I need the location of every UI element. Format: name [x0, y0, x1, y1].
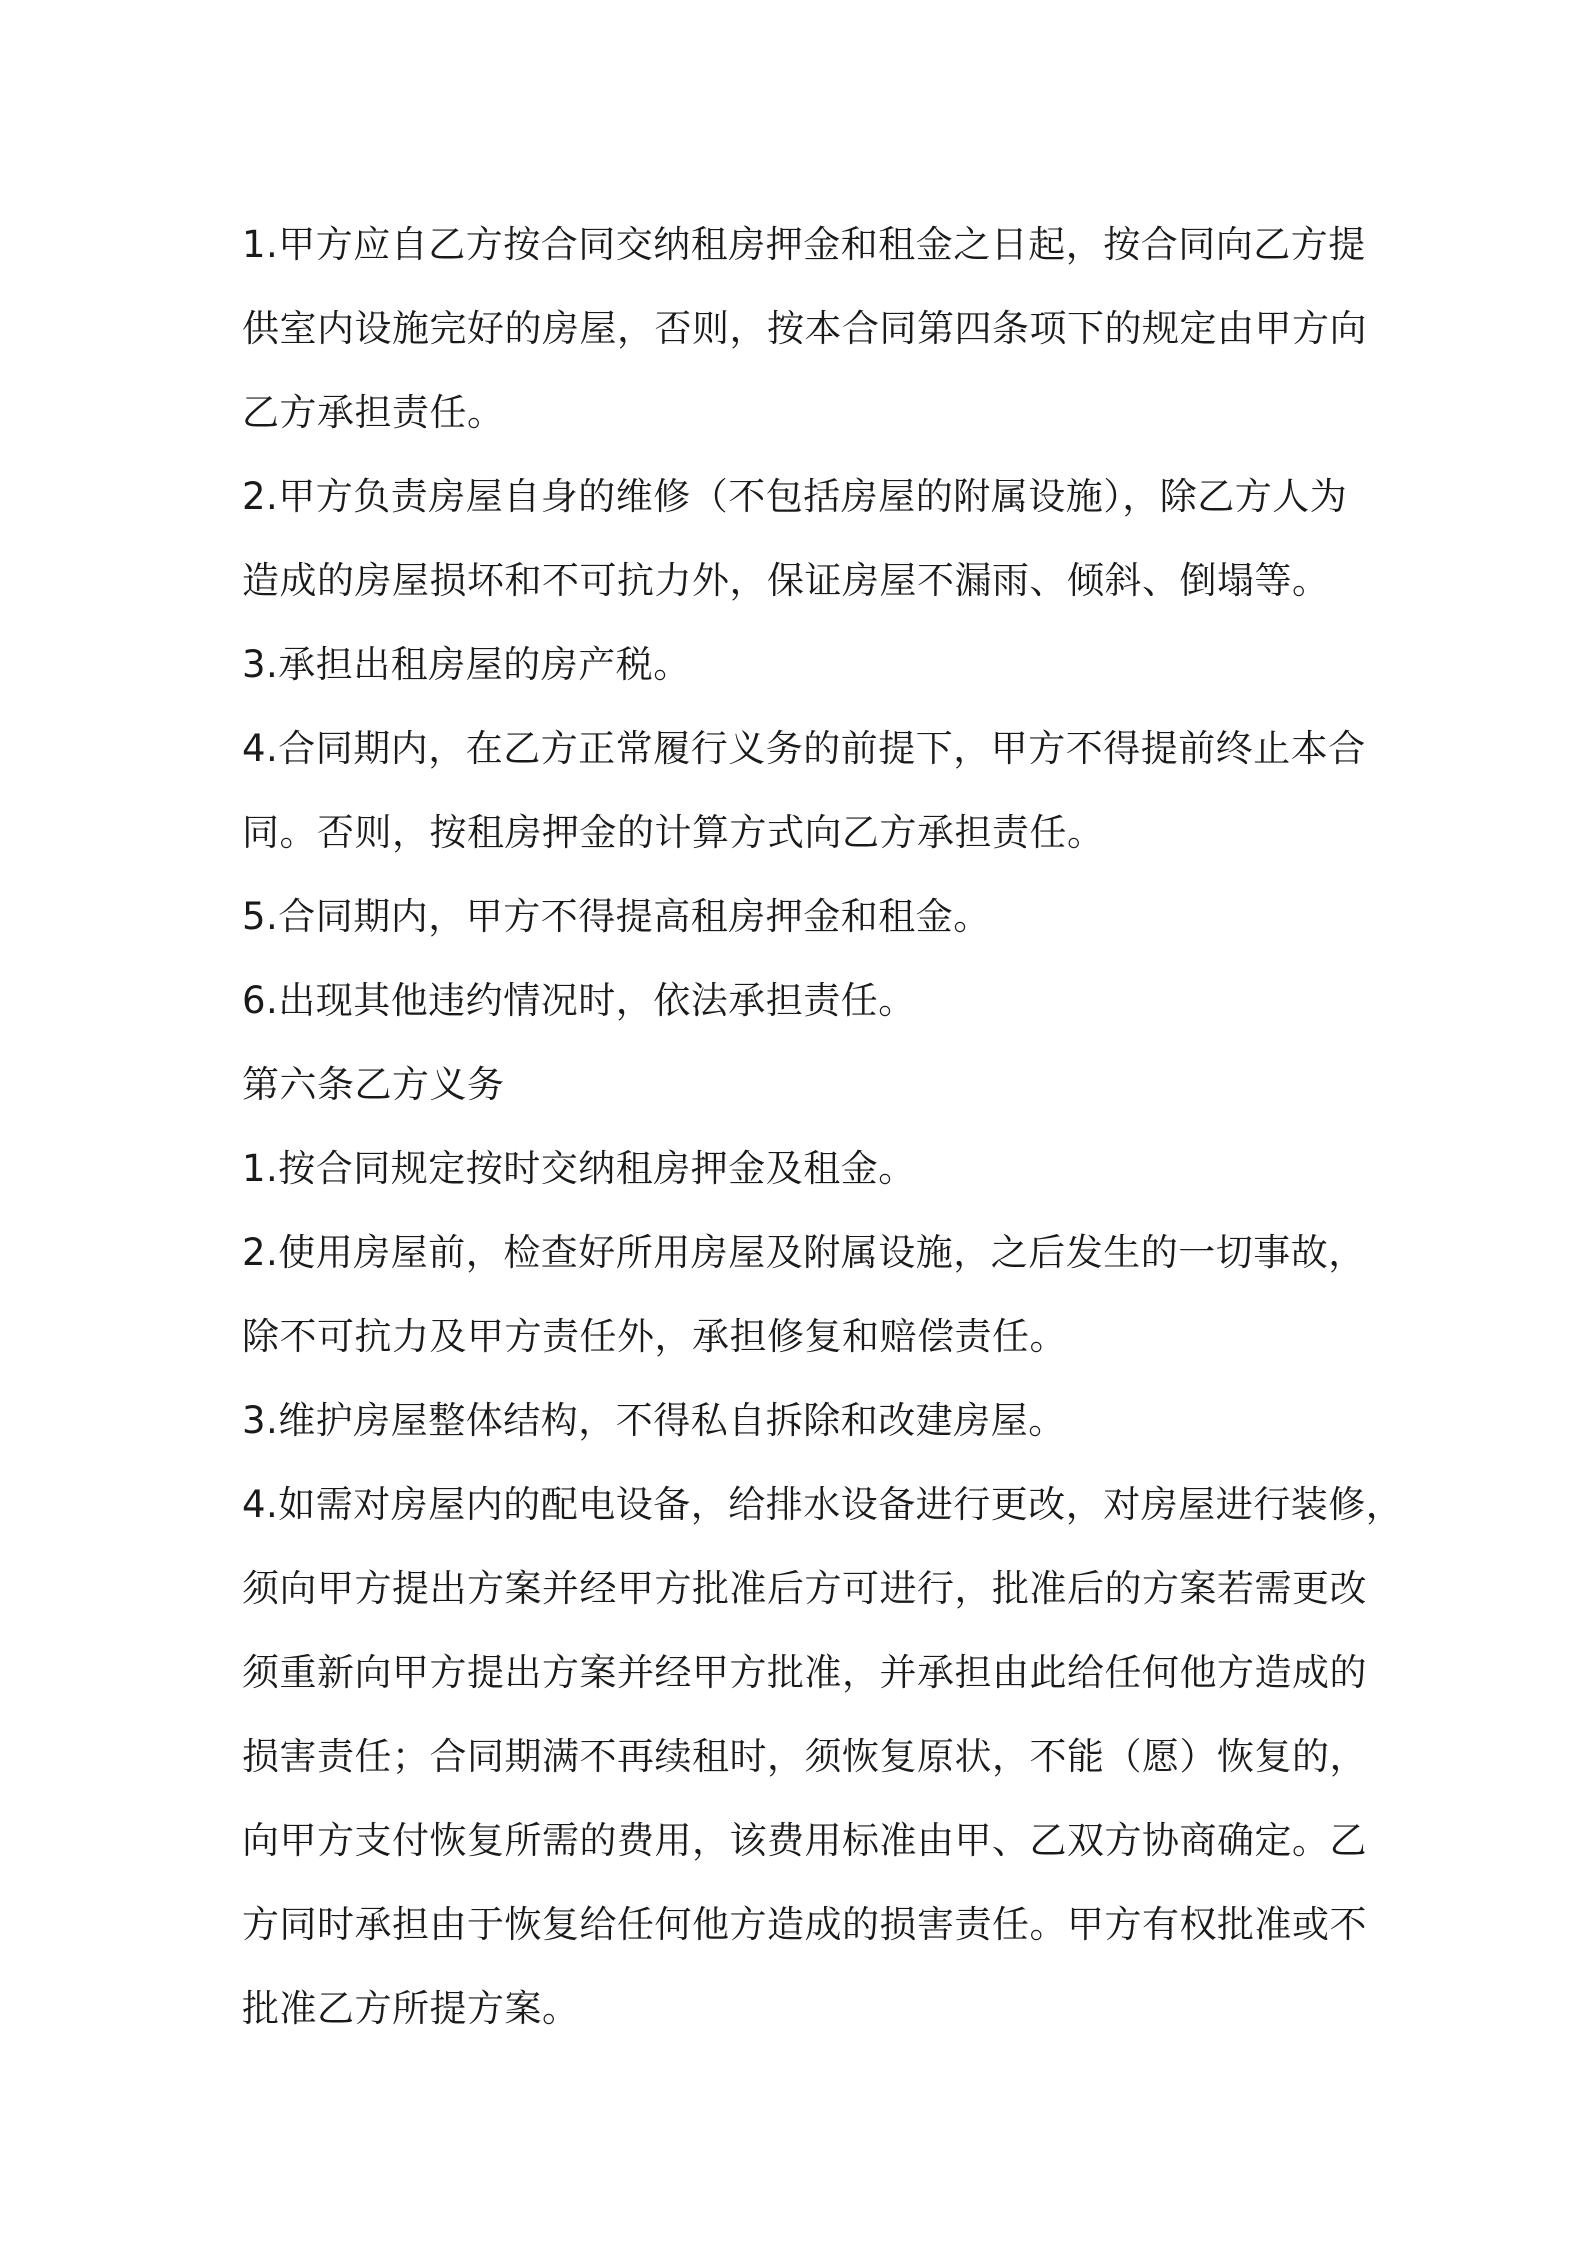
text-line: 1.按合同规定按时交纳租房押金及租金。: [242, 1147, 916, 1190]
text-line: 4.如需对房屋内的配电设备，给排水设备进行更改，对房屋进行装修，: [242, 1483, 1404, 1526]
section-title: 第六条乙方义务: [242, 1063, 505, 1106]
text-line: 同。否则，按租房押金的计算方式向乙方承担责任。: [242, 811, 1105, 854]
text-line: 损害责任；合同期满不再续租时，须恢复原状，不能（愿）恢复的，: [242, 1735, 1367, 1778]
paragraph-landlord-2: [242, 455, 1362, 623]
paragraph-tenant-3: [242, 1379, 1362, 1463]
text-line: 方同时承担由于恢复给任何他方造成的损害责任。甲方有权批准或不: [242, 1903, 1367, 1946]
paragraph-landlord-3: [242, 623, 1362, 707]
section-heading-article-6: [242, 1043, 1362, 1127]
text-line: 1.甲方应自乙方按合同交纳租房押金和租金之日起，按合同向乙方提: [242, 223, 1366, 266]
text-line: 2.使用房屋前，检查好所用房屋及附属设施，之后发生的一切事故，: [242, 1231, 1366, 1274]
text-line: 3.承担出租房屋的房产税。: [242, 643, 691, 686]
text-line: 3.维护房屋整体结构，不得私自拆除和改建房屋。: [242, 1399, 1066, 1442]
text-line: 2.甲方负责房屋自身的维修（不包括房屋的附属设施），除乙方人为: [242, 475, 1348, 518]
text-line: 乙方承担责任。: [242, 391, 505, 434]
text-line: 须向甲方提出方案并经甲方批准后方可进行，批准后的方案若需更改: [242, 1567, 1367, 1610]
text-line: 造成的房屋损坏和不可抗力外，保证房屋不漏雨、倾斜、倒塌等。: [242, 559, 1330, 602]
text-line: 批准乙方所提方案。: [242, 1987, 580, 2030]
paragraph-landlord-5: [242, 875, 1362, 959]
text-line: 除不可抗力及甲方责任外，承担修复和赔偿责任。: [242, 1315, 1067, 1358]
paragraph-tenant-4: [242, 1463, 1404, 2051]
text-line: 供室内设施完好的房屋，否则，按本合同第四条项下的规定由甲方向: [242, 307, 1367, 350]
paragraph-landlord-4: [242, 707, 1366, 875]
document-body: [242, 203, 1404, 2051]
paragraph-landlord-1: [242, 203, 1367, 455]
paragraph-tenant-2: [242, 1211, 1366, 1379]
text-line: 5.合同期内，甲方不得提高租房押金和租金。: [242, 895, 991, 938]
text-line: 6.出现其他违约情况时，依法承担责任。: [242, 979, 916, 1022]
text-line: 须重新向甲方提出方案并经甲方批准，并承担由此给任何他方造成的: [242, 1651, 1367, 1694]
text-line: 向甲方支付恢复所需的费用，该费用标准由甲、乙双方协商确定。乙: [242, 1819, 1367, 1862]
paragraph-landlord-6: [242, 959, 1362, 1043]
paragraph-tenant-1: [242, 1127, 1362, 1211]
text-line: 4.合同期内，在乙方正常履行义务的前提下，甲方不得提前终止本合: [242, 727, 1366, 770]
